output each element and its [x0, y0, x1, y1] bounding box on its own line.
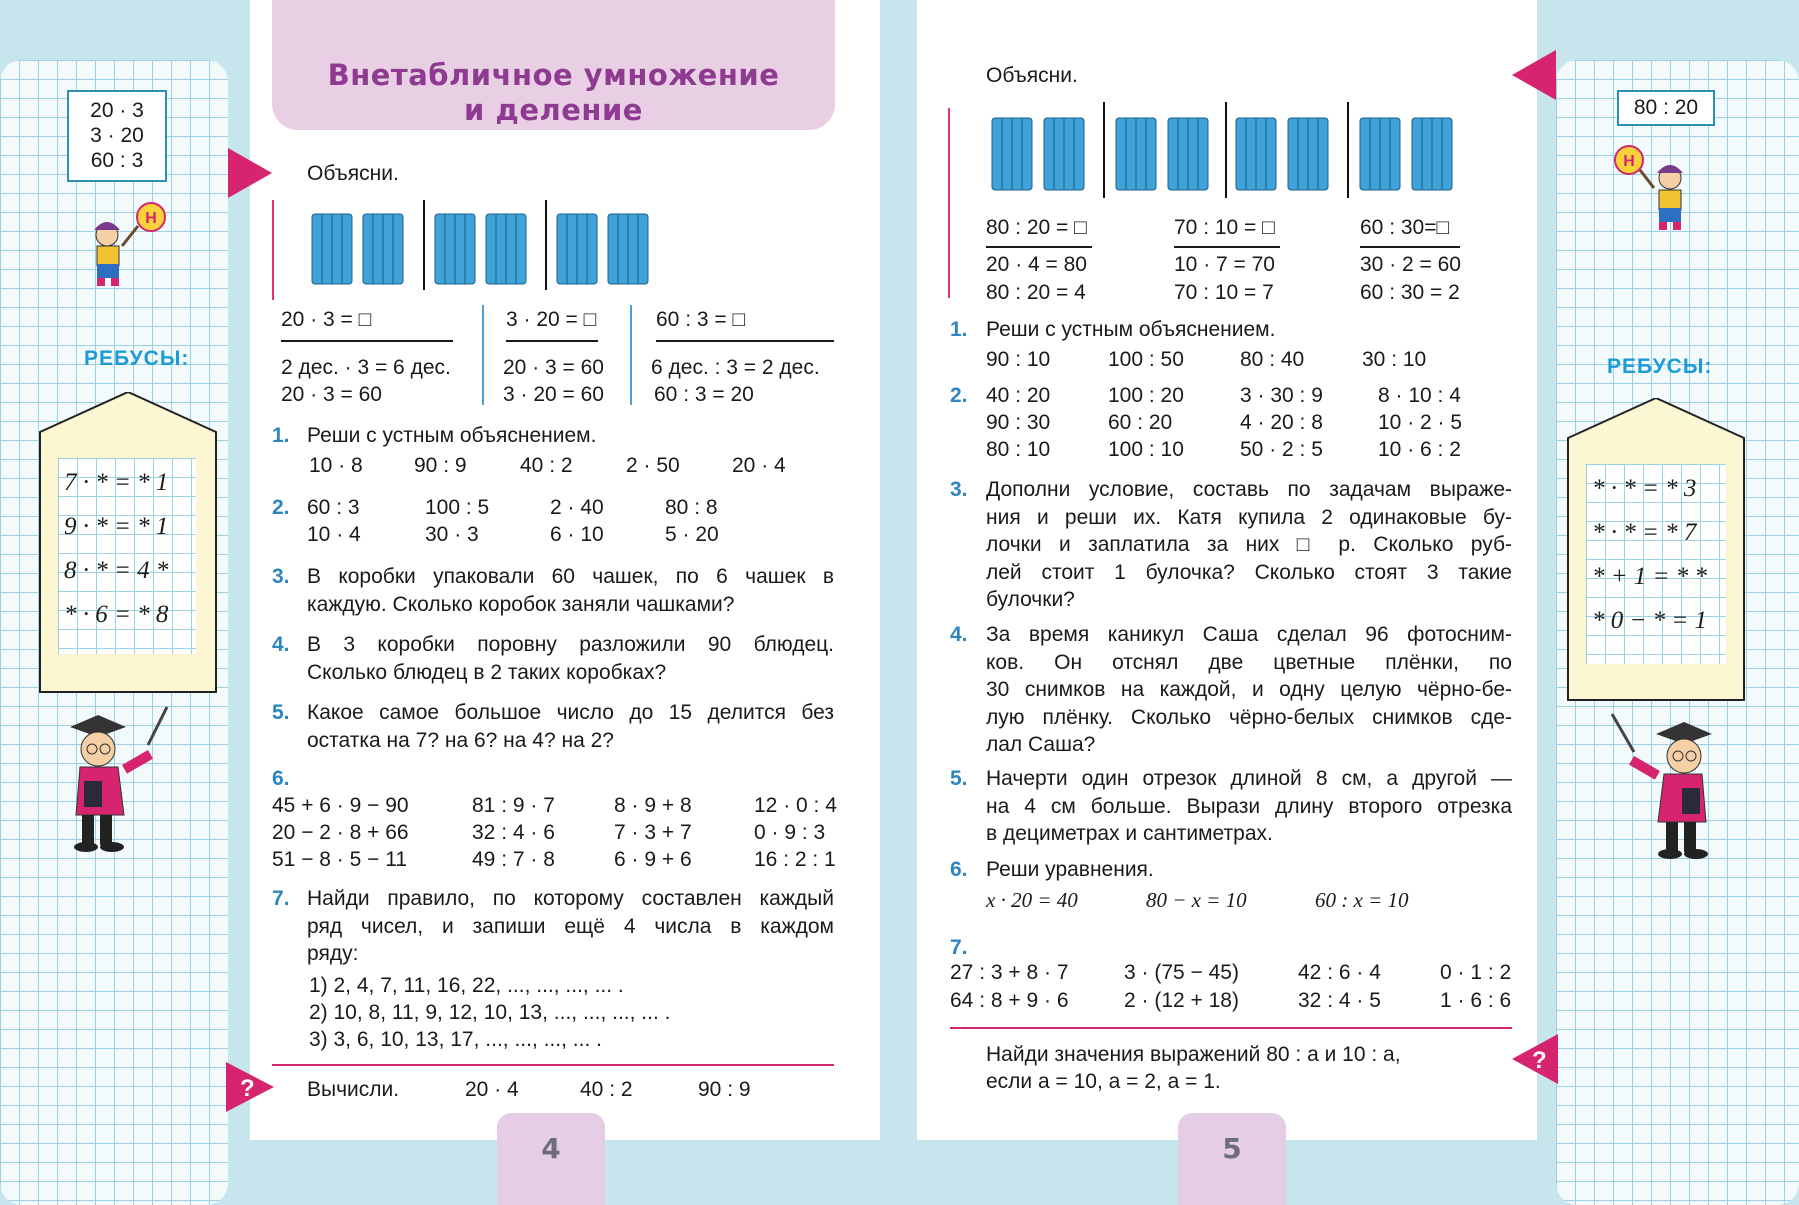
pink-divider [950, 1027, 1512, 1029]
expression: 0 · 9 : 3 [754, 821, 826, 844]
task-number: 5. [950, 767, 968, 790]
example-header: 20 · 3 = □ [281, 308, 372, 331]
expression: 90 : 30 [986, 411, 1051, 434]
number-sequence: 2) 10, 8, 11, 9, 12, 10, 13, ..., ..., ..., ... . [309, 1001, 671, 1024]
boy-with-lamp-icon [80, 200, 170, 290]
question-marker-icon [226, 1062, 274, 1112]
expression: 80 : 8 [665, 496, 718, 519]
text-line: ряду: [307, 942, 359, 965]
task-number: 5. [272, 701, 290, 724]
explain-label: Объясни. [986, 64, 1078, 87]
expression: 90 : 9 [414, 454, 467, 477]
right-rebus-house [1566, 398, 1746, 702]
example-line: 20 · 4 = 80 [986, 253, 1087, 276]
equation: 80 − x = 10 [1146, 888, 1247, 912]
expression: 80 : 10 [986, 438, 1051, 461]
example-line: 70 : 10 = 7 [1174, 281, 1274, 304]
number-sequence: 1) 2, 4, 7, 11, 16, 22, ..., ..., ..., ... . [309, 974, 624, 997]
divider [986, 246, 1092, 248]
expression: 10 · 8 [309, 454, 363, 477]
task-number: 1. [950, 318, 968, 341]
expression: 20 · 4 [732, 454, 786, 477]
text-line: Какое самое большое число до 15 делится без [307, 701, 834, 724]
text-line: остатка на 7? на 6? на 4? на 2? [307, 728, 614, 752]
chapter-title [272, 0, 835, 130]
text-line: каждую. Сколько коробок заняли чашками? [307, 592, 735, 616]
expression: 50 · 2 : 5 [1240, 438, 1323, 461]
compute-label: Вычисли. [307, 1078, 400, 1101]
expression: 8 · 9 + 8 [614, 794, 692, 817]
expression: 32 : 4 · 5 [1298, 989, 1381, 1012]
example-header: 70 : 10 = □ [1174, 216, 1275, 239]
equation: x · 20 = 40 [986, 888, 1078, 912]
text-line: В 3 коробки поровну разложили 90 блюдец. [307, 633, 834, 656]
example-line: 6 дес. : 3 = 2 дес. [651, 356, 820, 379]
expression: 4 · 20 : 8 [1240, 411, 1323, 434]
n-badge: Н [145, 210, 157, 227]
expression: 5 · 20 [665, 523, 719, 546]
expression: 3 · (75 − 45) [1124, 961, 1239, 984]
text-line: булочки? [986, 588, 1075, 611]
text-line: лую плёнку. Сколько чёрно-белых снимков сде- [986, 705, 1512, 729]
expression: 10 · 2 · 5 [1378, 411, 1463, 434]
expression: 64 : 8 + 9 · 6 [950, 989, 1069, 1012]
expression: 40 : 2 [520, 454, 573, 477]
task-text: Реши уравнения. [986, 858, 1154, 881]
expression: 20 − 2 · 8 + 66 [272, 821, 409, 844]
task-number: 7. [272, 887, 290, 910]
final-task-text: Найди значения выражений 80 : a и 10 : a, [986, 1043, 1401, 1066]
task-number: 6. [272, 767, 290, 790]
expression: 2 · 50 [626, 454, 680, 477]
task-text: Реши с устным объяснением. [986, 318, 1276, 341]
final-task-text: если a = 10, a = 2, a = 1. [986, 1070, 1221, 1093]
expression: 32 : 4 · 6 [472, 821, 555, 844]
expression: 100 : 20 [1108, 384, 1184, 407]
divider [1174, 246, 1280, 248]
margin-box-line: 60 : 3 [90, 149, 144, 172]
rebus-row: 7 · * = * 1 [64, 469, 169, 496]
text-line: ряд чисел, и запиши ещё 4 числа в каждом [307, 914, 834, 938]
example-header: 3 · 20 = □ [506, 308, 597, 331]
left-red-bar [272, 200, 274, 300]
example-line: 30 · 2 = 60 [1360, 253, 1461, 276]
expression: 1 · 6 : 6 [1440, 989, 1512, 1012]
title-line: и деление [464, 93, 643, 127]
divider [1360, 246, 1460, 248]
rebus-row: * + 1 = * * [1592, 563, 1707, 590]
expression: 3 · 30 : 9 [1240, 384, 1323, 407]
question-marker-icon [1512, 1034, 1558, 1084]
example-line: 20 · 3 = 60 [503, 356, 604, 379]
page-number-right: 5 [1178, 1113, 1286, 1205]
professor-icon [1600, 712, 1720, 862]
stick-bundles-icon [986, 102, 1476, 198]
expression: 6 · 10 [550, 523, 604, 546]
expression: 12 · 0 : 4 [754, 794, 837, 817]
expression: 30 · 3 [425, 523, 479, 546]
expression: 90 : 10 [986, 348, 1051, 371]
text-line: За время каникул Саша сделал 96 фотосним- [986, 623, 1512, 646]
example-header: 80 : 20 = □ [986, 216, 1087, 239]
task-number: 2. [950, 384, 968, 407]
expression: 6 · 9 + 6 [614, 848, 692, 871]
text-line: Дополни условие, составь по задачам выраже- [986, 478, 1512, 501]
task-text [307, 699, 834, 754]
page-number-left: 4 [497, 1113, 605, 1205]
left-rebus-title: РЕБУСЫ: [84, 347, 190, 370]
text-line: лал Саша? [986, 733, 1096, 756]
expression: 16 : 2 : 1 [754, 848, 836, 871]
text-line: Найди правило, по которому составлен каждый [307, 887, 834, 910]
example-line: 10 · 7 = 70 [1174, 253, 1275, 276]
pink-pointer-icon [228, 148, 272, 198]
task-text: Реши с устным объяснением. [307, 424, 597, 447]
title-line: Внетабличное умножение [327, 58, 780, 92]
svg-text:?: ? [1532, 1047, 1547, 1074]
task-number: 2. [272, 496, 290, 519]
right-rebus-title: РЕБУСЫ: [1607, 355, 1713, 378]
divider [630, 305, 632, 405]
task-text [986, 476, 1512, 614]
task-text [307, 631, 834, 686]
example-line: 60 : 30 = 2 [1360, 281, 1460, 304]
task-number: 1. [272, 424, 290, 447]
number-sequence: 3) 3, 6, 10, 13, 17, ..., ..., ..., ... . [309, 1028, 602, 1051]
expression: 42 : 6 · 4 [1298, 961, 1381, 984]
task-number: 3. [950, 478, 968, 501]
n-badge: Н [1623, 153, 1635, 170]
example-line: 2 дес. · 3 = 6 дес. [281, 356, 451, 379]
expression: 7 · 3 + 7 [614, 821, 692, 844]
task-text [307, 563, 834, 618]
task-text [986, 621, 1512, 759]
pink-pointer-icon [1512, 50, 1556, 100]
divider [482, 305, 484, 405]
rebus-row: * · 6 = * 8 [64, 601, 169, 628]
text-line: 30 снимков на каждой, и одну целую чёрно-бе- [986, 678, 1512, 701]
divider [656, 340, 834, 342]
divider [281, 340, 453, 342]
text-line: Сколько блюдец в 2 таких коробках? [307, 660, 667, 684]
expression: 40 : 2 [580, 1078, 633, 1101]
expression: 49 : 7 · 8 [472, 848, 555, 871]
professor-icon [62, 705, 182, 855]
text-line: Начерти один отрезок длиной 8 см, а другой — [986, 767, 1512, 790]
expression: 60 : 20 [1108, 411, 1173, 434]
expression: 81 : 9 · 7 [472, 794, 555, 817]
stick-bundles-icon [308, 200, 668, 290]
text-line: на 4 см больше. Вырази длину второго отрезка [986, 794, 1512, 818]
task-number: 7. [950, 936, 968, 959]
margin-box-line: 3 · 20 [90, 124, 144, 147]
text-line: лей стоит 1 булочка? Сколько стоят 3 такие [986, 560, 1512, 584]
expression: 80 : 40 [1240, 348, 1305, 371]
text-line: ков. Он отснял две цветные плёнки, по [986, 650, 1512, 674]
task-number: 6. [950, 858, 968, 881]
right-margin-box: 80 : 20 [1617, 90, 1715, 126]
left-margin-box [67, 90, 167, 182]
example-line: 80 : 20 = 4 [986, 281, 1086, 304]
left-rebus-house [38, 392, 218, 694]
right-red-bar [948, 108, 950, 298]
svg-text:?: ? [240, 1075, 255, 1102]
explain-label: Объясни. [307, 162, 399, 185]
margin-box-line: 20 · 3 [90, 99, 144, 122]
expression: 10 · 6 : 2 [1378, 438, 1461, 461]
example-header: 60 : 30=□ [1360, 216, 1450, 239]
rebus-row: 8 · * = 4 * [64, 557, 169, 584]
task-text [986, 765, 1512, 848]
pink-divider [272, 1064, 834, 1066]
expression: 100 : 5 [425, 496, 490, 519]
boy-with-lamp-icon [1612, 142, 1702, 236]
expression: 90 : 9 [698, 1078, 751, 1101]
example-header: 60 : 3 = □ [656, 308, 746, 331]
expression: 51 − 8 · 5 − 11 [272, 848, 408, 871]
expression: 27 : 3 + 8 · 7 [950, 961, 1069, 984]
expression: 45 + 6 · 9 − 90 [272, 794, 409, 817]
text-line: в дециметрах и сантиметрах. [986, 822, 1273, 845]
rebus-row: 9 · * = * 1 [64, 513, 169, 540]
expression: 2 · (12 + 18) [1124, 989, 1239, 1012]
expression: 40 : 20 [986, 384, 1051, 407]
text-line: лочки и заплатила за них □ р. Сколько руб- [986, 533, 1512, 556]
equation: 60 : x = 10 [1315, 888, 1409, 912]
rebus-row: * · * = * 7 [1592, 519, 1697, 546]
expression: 10 · 4 [307, 523, 361, 546]
example-line: 3 · 20 = 60 [503, 383, 604, 406]
expression: 2 · 40 [550, 496, 604, 519]
text-line: В коробки упаковали 60 чашек, по 6 чашек в [307, 565, 834, 588]
example-line: 60 : 3 = 20 [654, 383, 754, 406]
task-number: 4. [950, 623, 968, 646]
rebus-row: * 0 − * = 1 [1592, 607, 1707, 634]
divider [506, 340, 598, 342]
task-number: 3. [272, 565, 290, 588]
text-line: ния и реши их. Катя купила 2 одинаковые бу- [986, 505, 1512, 529]
example-line: 20 · 3 = 60 [281, 383, 382, 406]
expression: 30 : 10 [1362, 348, 1427, 371]
rebus-row: * · * = * 3 [1592, 475, 1697, 502]
task-number: 4. [272, 633, 290, 656]
expression: 0 · 1 : 2 [1440, 961, 1512, 984]
task-text [307, 885, 834, 968]
expression: 60 : 3 [307, 496, 360, 519]
expression: 20 · 4 [465, 1078, 519, 1101]
expression: 100 : 50 [1108, 348, 1184, 371]
expression: 100 : 10 [1108, 438, 1184, 461]
expression: 8 · 10 : 4 [1378, 384, 1461, 407]
